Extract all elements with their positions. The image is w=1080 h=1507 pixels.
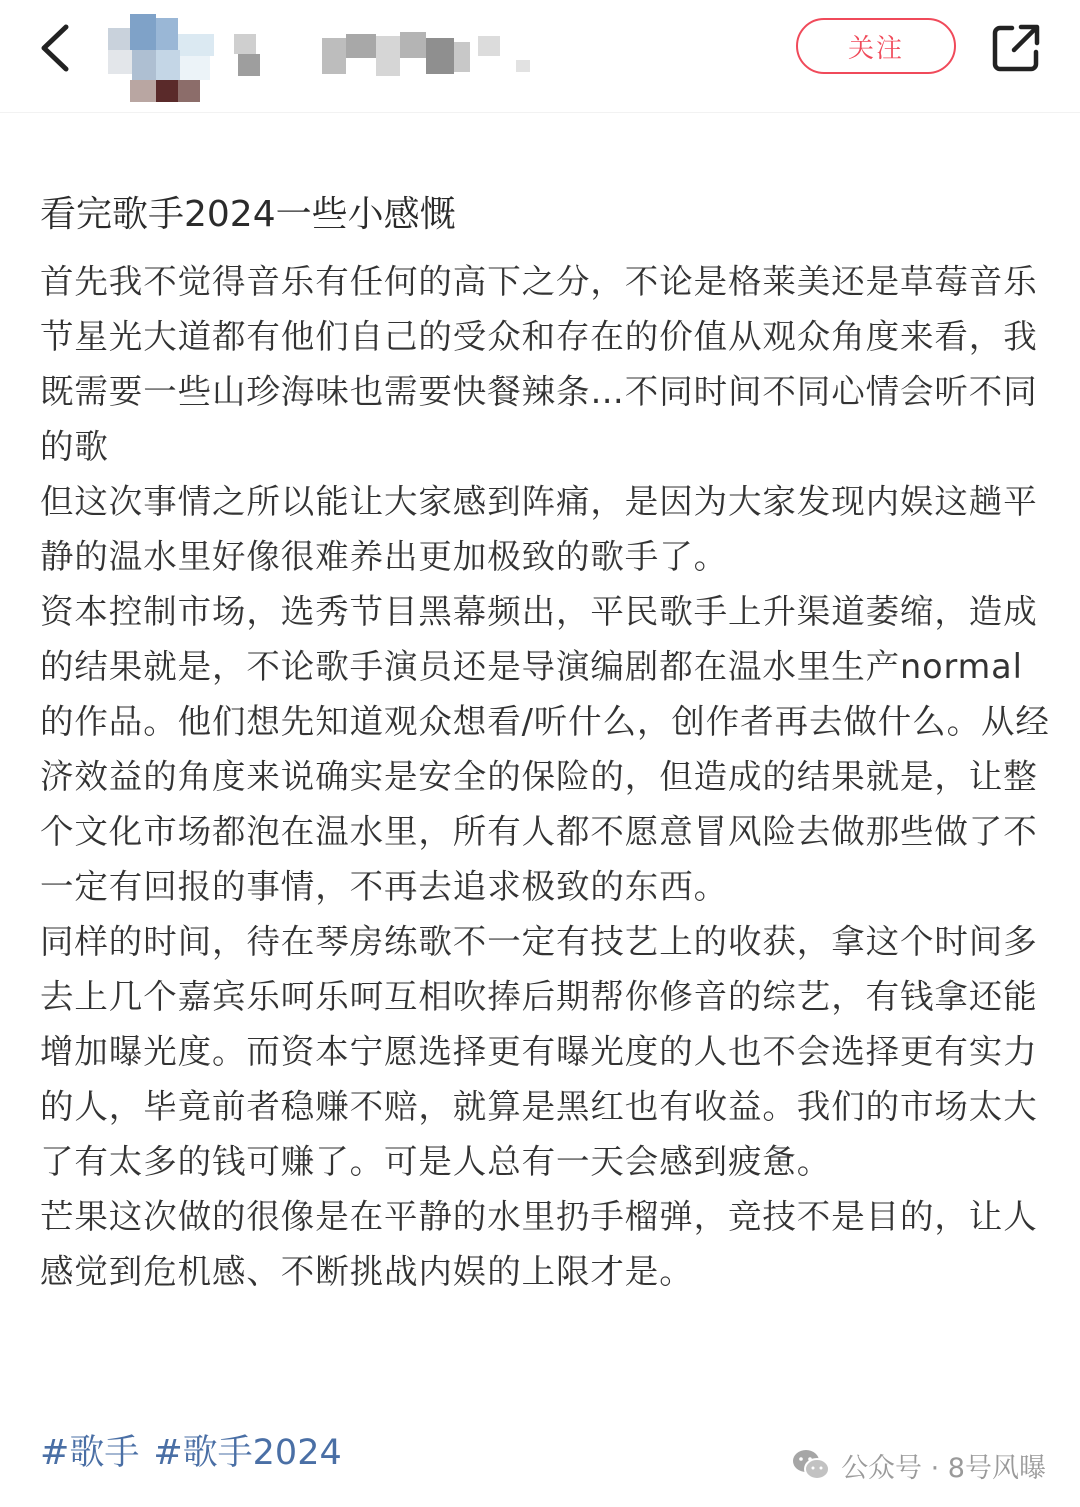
hashtag-link[interactable]: #歌手 [40,1433,140,1473]
watermark [791,1440,1046,1490]
post-paragraph: 同样的时间，待在琴房练歌不一定有技艺上的收获，拿这个时间多去上几个嘉宾乐呵乐呵互相吹捧后期帮你修音的综艺，有钱拿还能增加曝光度。而资本宁愿选择更有曝光度的人也不会选择更有实力的人，毕竟前者稳赚不赔，就算是黑红也有收益。我们的市场太大了有太多的钱可赚了。可是人总有一天会感到疲惫。 [40,922,1038,1181]
hashtag-list [40,1422,342,1478]
post-paragraph: 但这次事情之所以能让大家感到阵痛，是因为大家发现内娱这趟平静的温水里好像很难养出更加极致的歌手了。 [40,482,1038,576]
avatar[interactable] [108,14,214,106]
chevron-left-icon [38,23,72,73]
post-title: 看完歌手2024一些小感慨 [40,194,456,235]
share-button[interactable] [988,20,1044,76]
watermark-text: 公众号 · 8号风曝 [841,1452,1046,1484]
top-bar [0,0,1080,113]
username[interactable] [234,28,544,82]
post-paragraph: 资本控制市场，选秀节目黑幕频出，平民歌手上升渠道萎缩，造成的结果就是，不论歌手演员还是导演编剧都在温水里生产normal的作品。他们想先知道观众想看/听什么，创作者再去做什么。从经济效益的角度来说确实是安全的保险的，但造成的结果就是，让整个文化市场都泡在温水里，所有人都不愿意冒风险去做那些做了不一定有回报的事情，不再去追求极致的东西。 [40,592,1050,906]
hashtag-link[interactable]: #歌手2024 [153,1433,342,1473]
wechat-icon [791,1448,831,1482]
share-external-icon [990,22,1042,74]
post-paragraph: 首先我不觉得音乐有任何的高下之分，不论是格莱美还是草莓音乐节星光大道都有他们自己的受众和存在的价值从观众角度来看，我既需要一些山珍海味也需要快餐辣条…不同时间不同心情会听不同的歌 [40,262,1038,466]
follow-button[interactable]: 关注 [796,18,956,74]
post-content [40,184,1050,1299]
back-button[interactable] [30,20,80,76]
post-paragraph: 芒果这次做的很像是在平静的水里扔手榴弹，竞技不是目的，让人感觉到危机感、不断挑战内娱的上限才是。 [40,1197,1038,1291]
